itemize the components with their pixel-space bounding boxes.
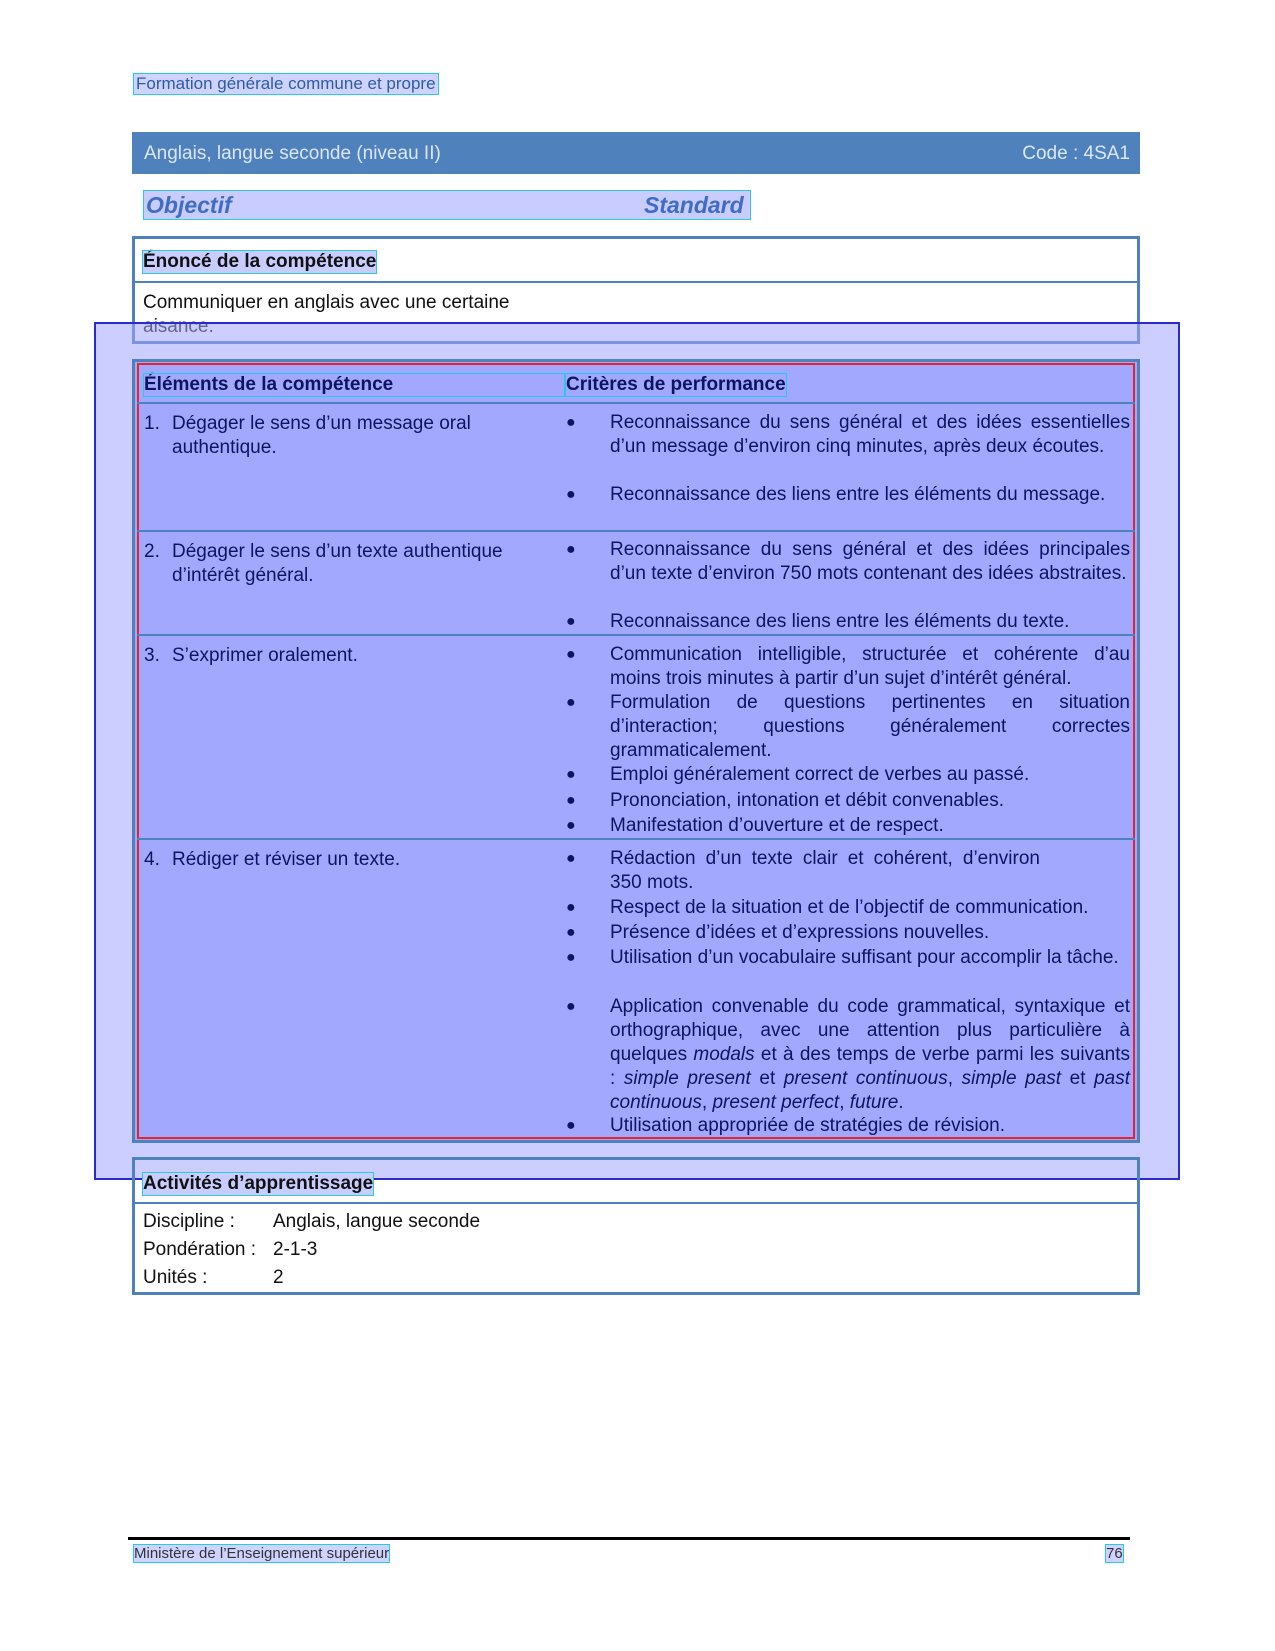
bullet-icon: ● (566, 817, 576, 834)
row-divider (137, 402, 1135, 404)
criterion-item (566, 610, 1130, 634)
bullet-icon: ● (566, 414, 576, 431)
criterion-text: Respect de la situation et de l’objectif de communication. (610, 897, 1089, 918)
criterion-text: Application convenable du code grammatical, syntaxique et orthographique, avec une attention plus particulière à quelques modals et à des temps de verbe parmi les suivants : simple present et present continuous, simple past et past continuous, present perfect, future. (610, 996, 1131, 1113)
criterion-text: Reconnaissance du sens général et des idées principales d’un texte d’environ 750 mots contenant des idées abstraites. (610, 539, 1130, 584)
bullet-icon: ● (566, 1117, 576, 1134)
course-title: Anglais, langue seconde (niveau II) (144, 143, 441, 164)
criterion-text: Utilisation d’un vocabulaire suffisant pour accomplir la tâche. (610, 947, 1119, 968)
competency-statement: Communiquer en anglais avec une certaine (143, 292, 510, 313)
criterion-item (566, 847, 1130, 895)
criterion-item (566, 411, 1130, 459)
criterion-item (566, 946, 1130, 970)
criterion-text: Formulation de questions pertinentes en situation d’interaction; questions généralement correctes grammaticalement. (610, 692, 1130, 761)
element-text: S’exprimer oralement. (172, 645, 358, 666)
element-text: Rédiger et réviser un texte. (172, 849, 401, 870)
discipline-label: Discipline : (143, 1211, 235, 1232)
element-text: Dégager le sens d’un texte authentique d’intérêt général. (172, 541, 503, 586)
criterion-text: Présence d’idées et d’expressions nouvelles. (610, 922, 990, 943)
footer-ministry: Ministère de l’Enseignement supérieur (134, 1545, 390, 1562)
standard-label: Standard (644, 192, 744, 218)
bullet-icon: ● (566, 924, 576, 941)
activities-box (132, 1157, 1140, 1295)
criterion-item (566, 763, 1130, 787)
competency-heading: Énoncé de la compétence (143, 251, 377, 272)
bullet-icon: ● (566, 486, 576, 503)
bullet-icon: ● (566, 613, 576, 630)
criterion-item (566, 814, 1130, 838)
criterion-text: Utilisation appropriée de stratégies de révision. (610, 1115, 1005, 1136)
discipline-value: Anglais, langue seconde (273, 1211, 481, 1232)
criterion-text: Prononciation, intonation et débit convenables. (610, 790, 1004, 811)
criterion-item (566, 643, 1130, 691)
bullet-icon: ● (566, 998, 576, 1015)
criterion-item (566, 789, 1130, 813)
element-number: 4. (144, 849, 160, 870)
criterion-item (566, 691, 1130, 763)
bullet-icon: ● (566, 646, 576, 663)
criterion-text: Manifestation d’ouverture et de respect. (610, 815, 944, 836)
criterion-text: Reconnaissance du sens général et des idées essentielles d’un message d’environ cinq minutes, après deux écoutes. (610, 412, 1130, 457)
bullet-icon: ● (566, 766, 576, 783)
criterion-text: Rédaction d’un texte clair et cohérent, d’environ 350 mots. (610, 848, 1040, 893)
criterion-item (566, 1114, 1130, 1138)
bullet-icon: ● (566, 792, 576, 809)
column-header-elements: Éléments de la compétence (144, 374, 564, 396)
criterion-item (566, 995, 1130, 1115)
ponderation-label: Pondération : (143, 1239, 257, 1260)
unites-label: Unités : (143, 1267, 208, 1288)
bullet-icon: ● (566, 899, 576, 916)
criterion-item (566, 921, 1130, 945)
criterion-item (566, 896, 1130, 920)
criterion-text: Reconnaissance des liens entre les éléments du message. (610, 484, 1106, 505)
footer-page-number: 76 (1106, 1545, 1123, 1562)
course-code: Code : 4SA1 (1022, 143, 1130, 164)
criterion-text: Communication intelligible, structurée et cohérente d’au moins trois minutes à partir d’un sujet d’intérêt général. (610, 644, 1130, 689)
ponderation-value: 2-1-3 (273, 1239, 318, 1260)
unites-line (143, 1267, 284, 1289)
criterion-text: Reconnaissance des liens entre les éléments du texte. (610, 611, 1070, 632)
section-header: Formation générale commune et propre (136, 74, 436, 93)
criterion-item (566, 483, 1130, 507)
bullet-icon: ● (566, 694, 576, 711)
row-divider (137, 634, 1135, 636)
activities-heading: Activités d’apprentissage (143, 1173, 374, 1194)
element-number: 2. (144, 541, 160, 562)
course-title-bar (132, 132, 1140, 174)
element-number: 1. (144, 413, 160, 434)
objective-standard-row (144, 191, 750, 219)
footer-rule (128, 1537, 1130, 1540)
element-number: 3. (144, 645, 160, 666)
discipline-line (143, 1211, 480, 1233)
unites-value: 2 (273, 1267, 284, 1288)
column-header-criteria: Critères de performance (566, 374, 786, 395)
criterion-text: Emploi généralement correct de verbes au passé. (610, 764, 1030, 785)
bullet-icon: ● (566, 949, 576, 966)
objective-label: Objectif (146, 192, 232, 218)
activities-header (135, 1160, 1137, 1204)
competency-header (135, 239, 1137, 283)
criterion-item (566, 538, 1130, 586)
bullet-icon: ● (566, 541, 576, 558)
ponderation-line (143, 1239, 317, 1261)
row-divider (137, 838, 1135, 840)
element-text: Dégager le sens d’un message oral authentique. (172, 413, 471, 458)
bullet-icon: ● (566, 850, 576, 867)
row-divider (137, 530, 1135, 532)
